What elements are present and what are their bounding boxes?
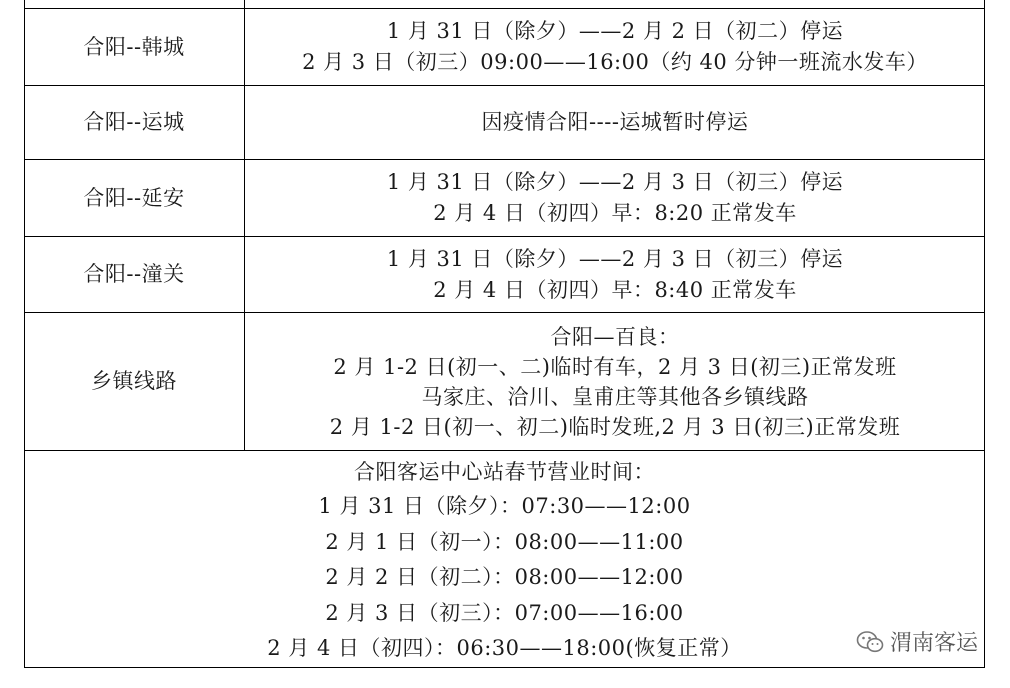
route-name: 合阳--运城 <box>83 110 185 134</box>
schedule-line: 2 月 1-2 日(初一、二)临时有车，2 月 3 日(初三)正常发班 <box>333 354 897 379</box>
route-cell <box>24 237 244 312</box>
station-hours-title: 合阳客运中心站春节营业时间： <box>354 460 655 484</box>
schedule-line: 马家庄、洽川、皇甫庄等其他各乡镇线路 <box>421 384 809 409</box>
hours-line: 2 月 4 日（初四）：06:30——18:00(恢复正常） <box>267 636 742 660</box>
schedule-line: 2 月 4 日（初四）早：8:40 正常发车 <box>433 277 797 302</box>
hours-line: 2 月 2 日（初二）：08:00——12:00 <box>325 565 684 589</box>
schedule-cell <box>245 160 985 236</box>
schedule-line: 2 月 4 日（初四）早：8:20 正常发车 <box>433 201 797 225</box>
route-cell <box>24 160 244 236</box>
watermark <box>856 626 978 657</box>
schedule-line: 2 月 3 日（初三）09:00——16:00（约 40 分钟一班流水发车） <box>302 50 928 74</box>
route-cell <box>24 86 244 159</box>
schedule-line: 1 月 31 日（除夕）——2 月 3 日（初三）停运 <box>386 170 844 194</box>
route-name: 合阳--韩城 <box>83 34 185 59</box>
schedule-cell <box>245 86 985 159</box>
watermark-text: 渭南客运 <box>889 631 978 656</box>
hours-line: 2 月 3 日（初三）：07:00——16:00 <box>325 600 684 625</box>
hours-line: 1 月 31 日（除夕）：07:30——12:00 <box>318 494 691 518</box>
schedule-line: 合阳—百良： <box>550 324 680 349</box>
schedule-line: 1 月 31 日（除夕）——2 月 2 日（初二）停运 <box>386 19 844 43</box>
schedule-cell <box>245 237 985 312</box>
station-hours-cell <box>24 451 985 668</box>
route-cell <box>24 9 244 85</box>
schedule-cell <box>245 313 985 450</box>
wechat-icon <box>856 630 884 654</box>
schedule-line: 1 月 31 日（除夕）——2 月 3 日（初三）停运 <box>386 246 844 271</box>
route-name: 合阳--潼关 <box>83 262 185 286</box>
schedule-table <box>24 0 985 668</box>
route-name: 合阳--延安 <box>83 185 185 210</box>
route-cell <box>24 313 244 450</box>
schedule-cell <box>245 9 985 85</box>
hours-line: 2 月 1 日（初一）：08:00——11:00 <box>325 529 684 554</box>
route-name: 乡镇线路 <box>91 369 177 393</box>
schedule-line: 因疫情合阳----运城暂时停运 <box>481 110 749 134</box>
schedule-line: 2 月 1-2 日(初一、初二)临时发班,2 月 3 日(初三)正常发班 <box>329 414 901 439</box>
